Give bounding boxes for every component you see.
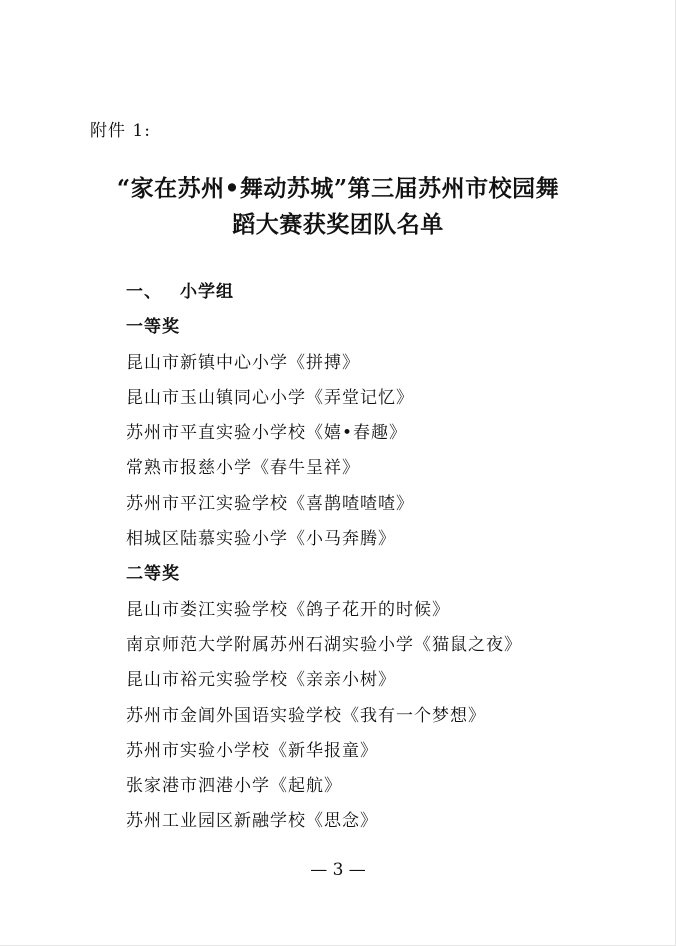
document-title-line-2: 蹈大赛获奖团队名单 [232,211,444,238]
second-prize-item: 张家港市泗港小学《起航》 [126,776,342,797]
second-prize-item: 南京师范大学附属苏州石湖实验小学《猫鼠之夜》 [126,634,522,655]
first-prize-item: 昆山市玉山镇同心小学《弄堂记忆》 [126,387,414,408]
section-number: 一、 [126,282,162,302]
section-label: 小学组 [180,282,234,302]
second-prize-item: 苏州市实验小学校《新华报童》 [126,740,378,761]
first-prize-item: 相城区陆慕实验小学《小马奔腾》 [126,529,396,550]
second-prize-item: 昆山市娄江实验学校《鸽子花开的时候》 [126,599,450,620]
award-list [126,275,646,840]
attachment-label: 附件 1: [90,121,151,141]
second-prize-item: 昆山市裕元实验学校《亲亲小树》 [126,670,396,691]
first-prize-item: 常熟市报慈小学《春牛呈祥》 [126,458,360,479]
first-prize-heading: 一等奖 [126,317,180,338]
page-number: — 3 — [310,860,366,880]
second-prize-item: 苏州市金阊外国语实验学校《我有一个梦想》 [126,705,486,726]
first-prize-item: 苏州市平直实验小学校《嬉•春趣》 [126,423,408,444]
first-prize-item: 苏州市平江实验学校《喜鹊喳喳喳》 [126,493,414,514]
document-title-line-1: “家在苏州•舞动苏城”第三届苏州市校园舞 [116,175,560,202]
first-prize-item: 昆山市新镇中心小学《拼搏》 [126,352,360,373]
second-prize-heading: 二等奖 [126,564,180,585]
section-heading [126,275,646,310]
second-prize-item: 苏州工业园区新融学校《思念》 [126,811,378,832]
